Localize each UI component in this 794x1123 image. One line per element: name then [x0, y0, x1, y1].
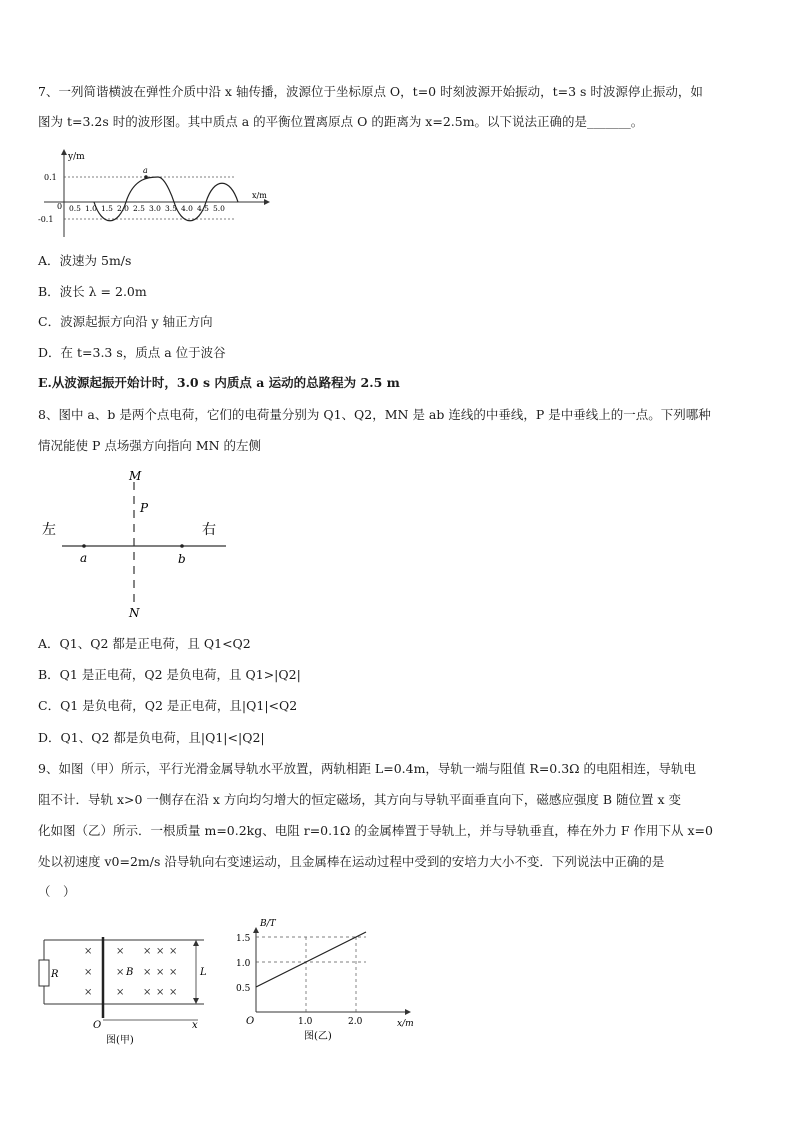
q7-y-tick--0.1: -0.1 — [38, 215, 54, 224]
q7-x-tick: 5.0 — [213, 204, 225, 213]
q9-x-label: x — [192, 1020, 198, 1031]
svg-text:×: × — [169, 946, 178, 957]
chart-y-tick-label: 1.5 — [236, 934, 251, 944]
svg-text:×: × — [143, 987, 152, 998]
q9-stem-line3: 化如图（乙）所示．一根质量 m=0.2kg、电阻 r=0.1Ω 的金属棒置于导轨上，并与导轨垂直，棒在外力 F 作用下从 x=0 — [38, 823, 713, 838]
svg-text:×: × — [156, 987, 165, 998]
q7-x-tick: 1.5 — [101, 204, 113, 213]
svg-text:×: × — [156, 967, 165, 978]
q7-x-tick: 3.5 — [165, 204, 177, 213]
q9-resistor-label: R — [51, 969, 59, 980]
q8-charge-a — [82, 544, 86, 548]
q7-x-tick: 4.5 — [197, 204, 209, 213]
q8-label-m: M — [129, 469, 142, 483]
q7-option-d: D．在 t=3.3 s，质点 a 位于波谷 — [38, 345, 226, 360]
q8-label-left: 左 — [42, 522, 56, 538]
q7-x-tick: 2.5 — [133, 204, 145, 213]
q7-stem-line1: 7、一列简谐横波在弹性介质中沿 x 轴传播，波源位于坐标原点 O，t=0 时刻波源开始振动，t=3 s 时波源停止振动，如 — [38, 84, 703, 99]
chart-caption: 图(乙) — [304, 1031, 332, 1042]
q9-resistor — [39, 960, 49, 986]
q9-b-x-chart — [234, 912, 414, 1046]
chart-x-axis-arrow — [405, 1009, 411, 1015]
q7-x-tick: 0.5 — [69, 204, 81, 213]
q7-option-c: C．波源起振方向沿 y 轴正方向 — [38, 314, 213, 329]
q7-y-tick-0.1: 0.1 — [44, 173, 57, 182]
q7-point-a-label: a — [143, 166, 148, 175]
q9-origin-label: O — [93, 1020, 102, 1031]
chart-x-axis-label: x/m — [397, 1019, 414, 1029]
svg-text:×: × — [169, 967, 178, 978]
svg-text:×: × — [84, 987, 93, 998]
q7-x-axis-label: x/m — [252, 191, 267, 200]
q7-wave-curve — [94, 177, 238, 221]
q7-x-ticks — [69, 204, 225, 213]
chart-x-tick-label: 1.0 — [298, 1017, 313, 1027]
q7-origin-label: 0 — [57, 202, 63, 211]
q8-label-p: P — [140, 501, 149, 515]
q7-x-tick: 3.0 — [149, 204, 161, 213]
svg-text:×: × — [84, 967, 93, 978]
q8-charge-b — [180, 544, 184, 548]
q8-stem-line2: 情况能使 P 点场强方向指向 MN 的左侧 — [38, 438, 262, 453]
svg-text:×: × — [116, 946, 125, 957]
q8-option-b: B．Q1 是正电荷，Q2 是负电荷，且 Q1>|Q2| — [38, 667, 301, 682]
q8-label-b: b — [178, 552, 186, 566]
q9-rail-figure — [36, 928, 216, 1048]
q9-width-label: L — [200, 967, 207, 978]
chart-y-axis-label: B/T — [260, 919, 276, 929]
q9-figA-caption: 图(甲) — [106, 1035, 134, 1046]
q7-y-axis-arrow — [61, 149, 67, 155]
q7-x-tick: 4.0 — [181, 204, 193, 213]
q8-stem-line1: 8、图中 a、b 是两个点电荷，它们的电荷量分别为 Q1、Q2，MN 是 ab 连线的中垂线，P 是中垂线上的一点。下列哪种 — [38, 407, 711, 422]
q9-stem-line1: 9、如图（甲）所示，平行光滑金属导轨水平放置，两轨相距 L=0.4m，导轨一端与阻值 R=0.3Ω 的电阻相连，导轨电 — [38, 761, 697, 776]
svg-text:×: × — [116, 967, 125, 978]
q9-field-label: B — [126, 967, 134, 978]
chart-series-line — [256, 932, 366, 987]
q9-stem-line4: 处以初速度 v0=2m/s 沿导轨向右变速运动，且金属棒在运动过程中受到的安培力大小不变．下列说法中正确的是 — [38, 854, 665, 869]
q7-option-b: B．波长 λ = 2.0m — [38, 284, 147, 299]
q8-option-c: C．Q1 是负电荷，Q2 是正电荷，且|Q1|<Q2 — [38, 698, 298, 713]
chart-y-axis-arrow — [253, 927, 259, 933]
svg-text:×: × — [143, 967, 152, 978]
chart-origin-label: O — [246, 1016, 255, 1027]
q9-width-arrow-bottom — [193, 998, 199, 1004]
q7-x-tick: 1.0 — [85, 204, 97, 213]
q7-option-a: A．波速为 5m/s — [38, 253, 132, 268]
svg-text:×: × — [169, 987, 178, 998]
q8-label-n: N — [129, 606, 140, 620]
svg-text:×: × — [116, 987, 125, 998]
q7-x-tick: 2.0 — [117, 204, 129, 213]
q7-option-e: E.从波源起振开始计时，3.0 s 内质点 a 运动的总路程为 2.5 m — [38, 375, 400, 390]
svg-text:×: × — [156, 946, 165, 957]
q9-stem-line5: （ ） — [38, 884, 76, 899]
q9-width-arrow-top — [193, 940, 199, 946]
q8-label-a: a — [80, 551, 88, 565]
chart-x-tick-label: 2.0 — [348, 1017, 363, 1027]
q7-y-axis-label: y/m — [68, 152, 85, 162]
chart-y-tick-label: 1.0 — [236, 959, 251, 969]
svg-text:×: × — [84, 946, 93, 957]
q9-stem-line2: 阻不计．导轨 x>0 一侧存在沿 x 方向均匀增大的恒定磁场，其方向与导轨平面垂直向下，磁感应强度 B 随位置 x 变 — [38, 792, 682, 807]
q8-option-a: A．Q1、Q2 都是正电荷，且 Q1<Q2 — [38, 636, 251, 651]
q7-stem-line2: 图为 t=3.2s 时的波形图。其中质点 a 的平衡位置离原点 O 的距离为 x=2.5m。以下说法正确的是_______。 — [38, 114, 644, 129]
q8-label-right: 右 — [202, 522, 216, 538]
chart-y-tick-label: 0.5 — [236, 984, 251, 994]
q8-charge-figure — [36, 466, 236, 622]
q8-option-d: D．Q1、Q2 都是负电荷，且|Q1|<|Q2| — [38, 730, 265, 745]
q7-wave-figure — [36, 147, 276, 239]
q7-point-a — [144, 175, 148, 179]
svg-text:×: × — [143, 946, 152, 957]
